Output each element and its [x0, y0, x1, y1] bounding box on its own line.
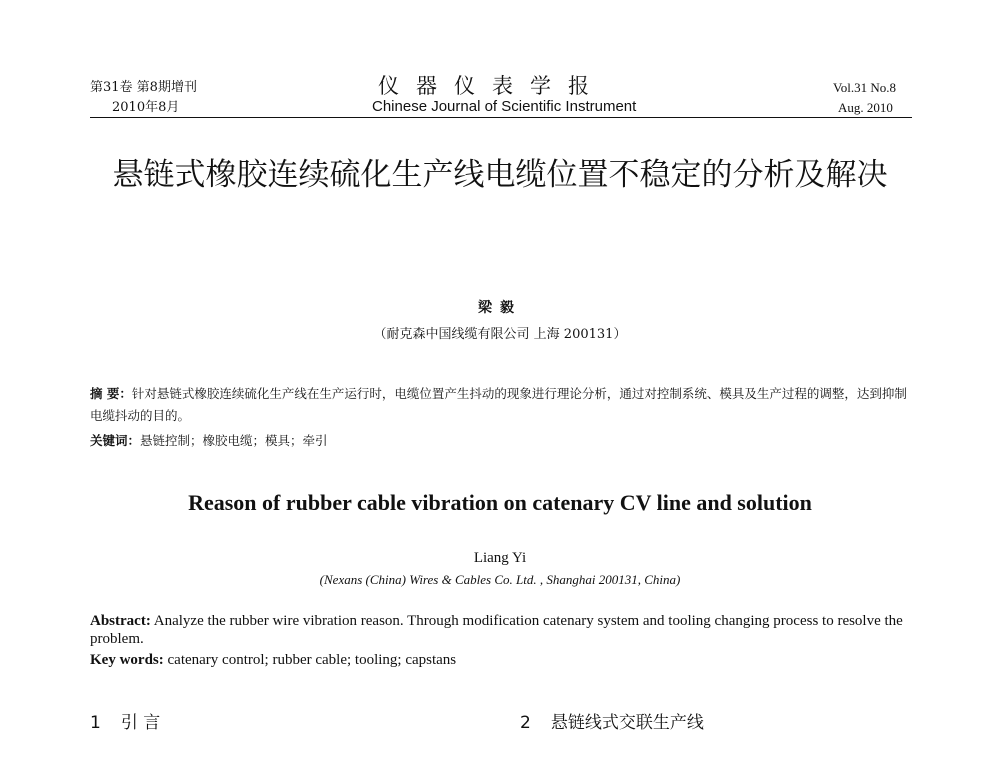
section-number: 1 [90, 713, 101, 733]
affiliation-cn: （耐克森中国线缆有限公司 上海 200131） [373, 327, 627, 342]
header-rule [90, 117, 912, 118]
abstract-en [90, 612, 912, 648]
abstract-en-label: Abstract: [90, 613, 151, 629]
keywords-en-text: catenary control; rubber cable; tooling; capstans [163, 652, 457, 668]
header-date-cn: 2010年8月 [112, 100, 180, 115]
journal-name-cn: 仪器仪表学报 [378, 74, 606, 98]
keywords-cn-text: 悬链控制；橡胶电缆；模具；牵引 [140, 433, 328, 448]
abstract-en-text: Analyze the rubber wire vibration reason. Through modification catenary system and tooling changing process to resolve the problem. [90, 613, 903, 647]
keywords-en [90, 652, 456, 669]
paper-title-en: Reason of rubber cable vibration on catenary CV line and solution [188, 490, 812, 515]
keywords-en-label: Key words: [90, 652, 164, 668]
affiliation-en: (Nexans (China) Wires & Cables Co. Ltd. , Shanghai 200131, China) [319, 572, 681, 587]
header-date-en: Aug. 2010 [838, 100, 893, 115]
section-title: 悬链线式交联生产线 [550, 713, 704, 733]
paper-title-cn: 悬链式橡胶连续硫化生产线电缆位置不稳定的分析及解决 [112, 157, 888, 193]
section-heading-1 [90, 708, 160, 733]
section-heading-2 [520, 708, 704, 733]
section-title: 引 言 [120, 713, 161, 733]
header-volume-en: Vol.31 No.8 [833, 80, 896, 95]
author-en: Liang Yi [473, 550, 527, 566]
section-number: 2 [520, 713, 531, 733]
journal-name-en: Chinese Journal of Scientific Instrument [372, 98, 637, 115]
keywords-cn [90, 431, 328, 449]
abstract-cn [90, 383, 910, 427]
header-volume-cn: 第31卷 第8期增刊 [90, 80, 197, 95]
abstract-cn-text: 针对悬链式橡胶连续硫化生产线在生产运行时，电缆位置产生抖动的现象进行理论分析，通过对控制系统、模具及生产过程的调整，达到抑制电缆抖动的目的。 [90, 386, 907, 423]
author-cn: 梁毅 [478, 300, 522, 316]
abstract-cn-label: 摘 要： [90, 386, 132, 401]
keywords-cn-label: 关键词： [90, 433, 141, 448]
